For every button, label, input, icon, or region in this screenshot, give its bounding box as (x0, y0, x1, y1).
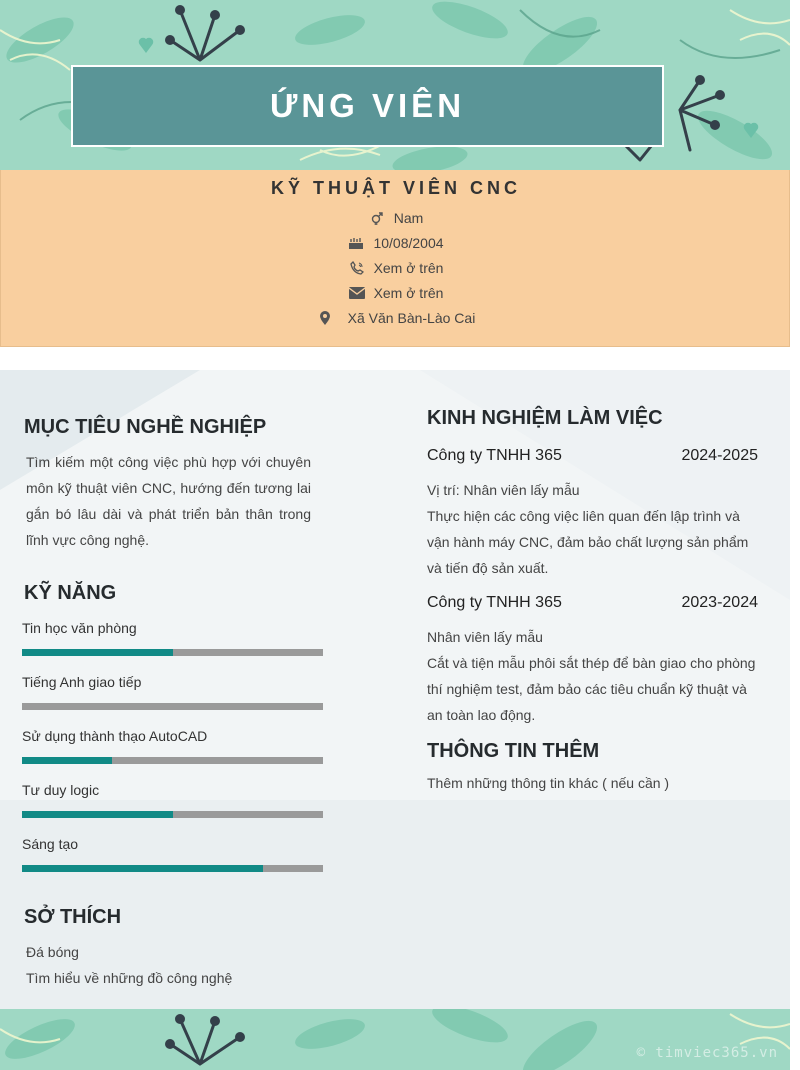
gender-value: Nam (393, 210, 424, 226)
skill-bar-fill (22, 811, 173, 818)
resume-body (0, 370, 790, 1009)
birthday-value: 10/08/2004 (373, 235, 444, 251)
phone-icon (349, 260, 365, 276)
skills-heading: KỸ NĂNG (24, 582, 117, 604)
map-pin-icon (317, 310, 333, 326)
address-row (1, 310, 791, 326)
birthday-cake-icon (348, 235, 364, 251)
job-title: KỸ THUẬT VIÊN CNC (270, 178, 521, 198)
experience-position: Vị trí: Nhân viên lấy mẫu (427, 482, 580, 498)
profile-info-band (0, 170, 790, 347)
experience-company: Công ty TNHH 365 (427, 594, 562, 611)
experience-heading: KINH NGHIỆM LÀM VIỆC (427, 407, 663, 429)
additional-info-text: Thêm những thông tin khác ( nếu cần ) (427, 775, 670, 791)
watermark: © timviec365.vn (636, 1045, 778, 1061)
experience-description: Thực hiện các công việc liên quan đến lập trình và vận hành máy CNC, đảm bảo chất lượng sản phẩm và tiến độ sản xuất. (427, 508, 749, 576)
experience-company: Công ty TNHH 365 (427, 447, 562, 464)
skill-bar-fill (22, 757, 112, 764)
skill-label: Tiếng Anh giao tiếp (22, 674, 142, 690)
experience-period: 2023-2024 (681, 594, 758, 611)
skill-label: Sử dụng thành thạo AutoCAD (22, 728, 208, 744)
skill-bar-track (22, 649, 323, 656)
address-value: Xã Văn Bàn-Lào Cai (347, 310, 476, 326)
hobby-item: Đá bóng (26, 944, 79, 960)
skill-bar-track (22, 865, 323, 872)
experience-period: 2024-2025 (681, 447, 758, 464)
additional-info-heading: THÔNG TIN THÊM (427, 740, 600, 762)
gender-icon (369, 210, 385, 226)
email-row (1, 285, 791, 301)
objective-heading: MỤC TIÊU NGHỀ NGHIỆP (24, 416, 267, 438)
envelope-icon (349, 285, 365, 301)
skill-label: Tin học văn phòng (22, 620, 137, 636)
title-banner (71, 65, 664, 147)
skill-bar-fill (22, 649, 173, 656)
objective-text: Tìm kiếm một công việc phù hợp với chuyên môn kỹ thuật viên CNC, hướng đến tương lai gắn bó lâu dài và phát triển bản thân trong lĩnh vực công nghệ. (26, 454, 311, 548)
hobbies-heading: SỞ THÍCH (24, 906, 122, 928)
skill-label: Sáng tạo (22, 836, 79, 852)
phone-row (1, 260, 791, 276)
hobby-item: Tìm hiểu về những đồ công nghệ (26, 970, 233, 986)
skill-bar-fill (22, 865, 263, 872)
skill-bar-track (22, 811, 323, 818)
email-value: Xem ở trên (373, 285, 444, 301)
skill-bar-track (22, 757, 323, 764)
birthday-row (1, 235, 791, 251)
gender-row (1, 210, 791, 226)
experience-description: Cắt và tiện mẫu phôi sắt thép để bàn giao cho phòng thí nghiệm test, đảm bảo các tiêu chuẩn kỹ thuật và an toàn lao động. (427, 655, 756, 723)
phone-value: Xem ở trên (373, 260, 444, 276)
skill-bar-track (22, 703, 323, 710)
skill-label: Tư duy logic (22, 782, 100, 798)
experience-position: Nhân viên lấy mẫu (427, 629, 543, 645)
page-title: ỨNG VIÊN (269, 87, 466, 124)
